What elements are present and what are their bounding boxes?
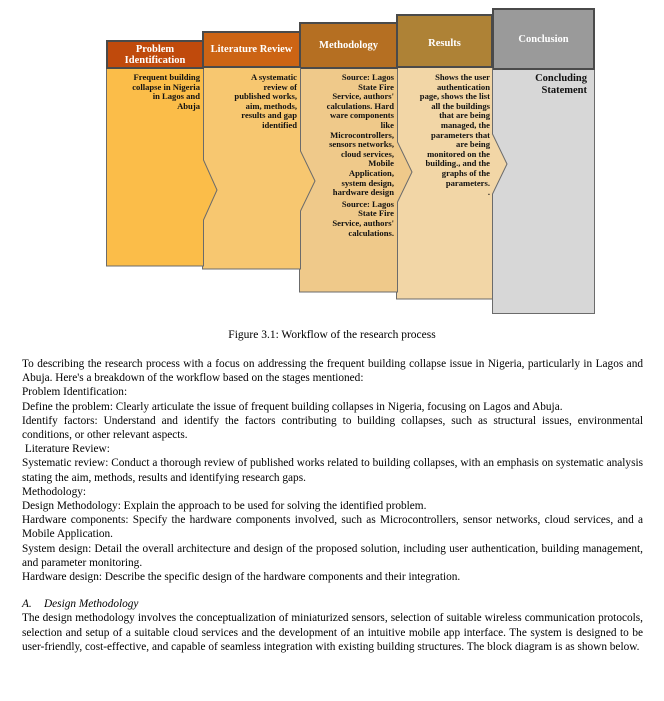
stage-problem-title: Problem Identification (124, 43, 186, 66)
stage-results-title: Results (428, 38, 461, 49)
stage-methodology-body: Source: Lagos State Fire Service, authors' calculations. Hard ware components like Microcontrollers, sensors networks, cloud services, Mobile Application, system design, hardware design Source: Lagos State Fire Service, authors' calculations. (326, 72, 394, 238)
stage-literature-title: Literature Review (210, 44, 293, 55)
stage-conclusion-body: Concluding Statement (535, 73, 587, 96)
figure-caption: Figure 3.1: Workflow of the research process (228, 329, 436, 341)
document-body (22, 357, 643, 654)
paragraph-hardware-design: Hardware design: Describe the specific design of the hardware components and their integration. (22, 571, 461, 584)
section-number: A. (22, 598, 32, 611)
stage-problem-header (106, 40, 204, 69)
stage-literature-body: A systematic review of published works, aim, methods, results and gap identified (234, 72, 297, 130)
paragraph-design-methodology: Design Methodology: Explain the approach to be used for solving the identified problem. (22, 500, 427, 513)
workflow-figure (0, 0, 664, 320)
heading-literature-review: Literature Review: (22, 443, 110, 456)
stage-methodology-title: Methodology (319, 40, 378, 51)
heading-problem-identification: Problem Identification: (22, 386, 128, 399)
section-title: Design Methodology (44, 598, 139, 611)
intro-paragraph: To describing the research process with a focus on addressing the frequent building collapse issue in Nigeria, particularly in Lagos and Abuja. Here's a breakdown of the workflow based on the stages mentioned: (22, 358, 643, 385)
section-paragraph: The design methodology involves the conceptualization of miniaturized sensors, selection of suitable wireless communication protocols, selection and setup of a suitable cloud services and the development of an intuitive mobile app interface. The system is designed to be user-friendly, cost-effective, and capable of seamless integration with existing building structures. The block diagram is as shown below. (22, 612, 643, 653)
paragraph-hardware-components: Hardware components: Specify the hardware components involved, such as Microcontrollers, sensor networks, cloud services, and a Mobile Application. (22, 514, 643, 541)
paragraph-system-design: System design: Detail the overall architecture and design of the proposed solution, including user authentication, building management, and parameter monitoring. (22, 542, 643, 569)
heading-methodology: Methodology: (22, 485, 87, 498)
section-heading (22, 597, 643, 611)
paragraph-define-problem: Define the problem: Clearly articulate the issue of frequent building collapses in Nigeria, focusing on Lagos and Abuja. (22, 400, 563, 413)
paragraph-systematic-review: Systematic review: Conduct a thorough review of published works related to building collapses, with an emphasis on systematic analysis stating the aim, methods, results and identifying research gaps. (22, 457, 643, 484)
stage-conclusion-title: Conclusion (518, 34, 569, 45)
stage-results-body: Shows the user authentication page, shows the list all the buildings that are being managed, the parameters that are being monitored on the building., and the graphs of the parameters. . (419, 72, 490, 198)
paragraph-identify-factors: Identify factors: Understand and identify the factors contributing to building collapses, such as structural issues, environmental conditions, or other relevant aspects. (22, 414, 643, 442)
stage-problem-body: Frequent building collapse in Nigeria in Lagos and Abuja (132, 72, 200, 111)
